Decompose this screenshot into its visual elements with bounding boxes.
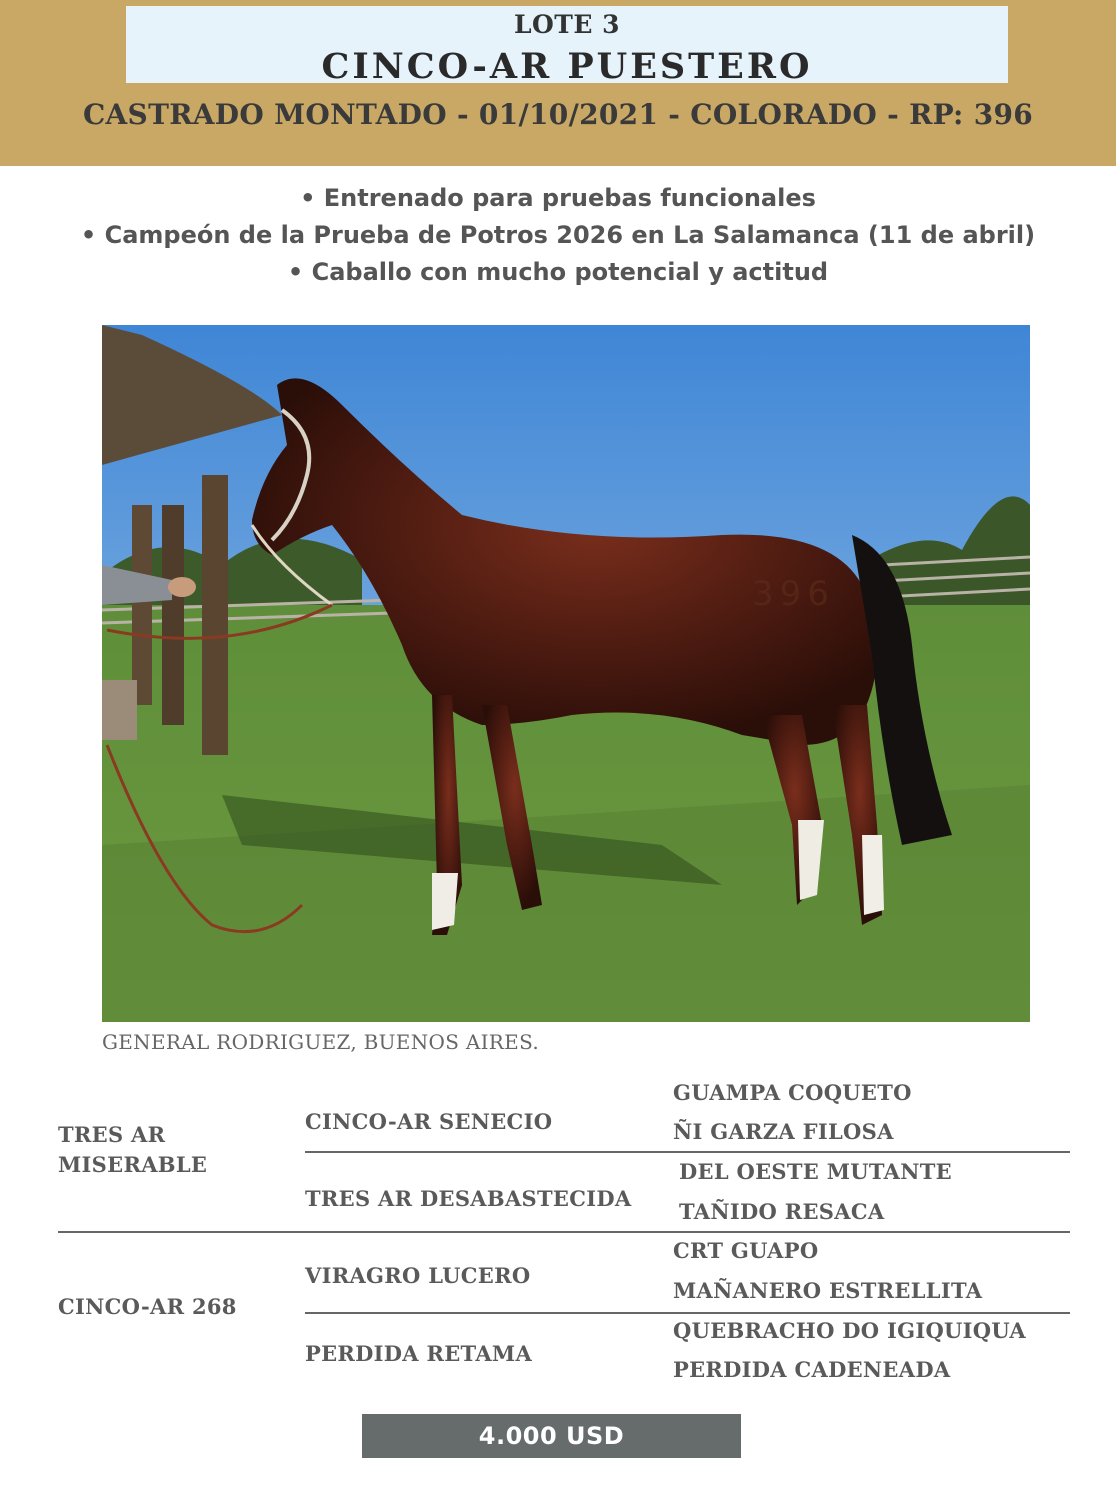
pedigree-ancestor: QUEBRACHO DO IGIQUIQUA: [673, 1318, 1026, 1343]
horse-details: CASTRADO MONTADO - 01/10/2021 - COLORADO - RP: 396: [82, 98, 1034, 131]
lot-number: LOTE 3: [513, 10, 621, 39]
pedigree-ancestor: CRT GUAPO: [673, 1238, 819, 1263]
pedigree-ancestor: GUAMPA COQUETO: [673, 1080, 912, 1105]
pedigree-divider: [305, 1312, 1070, 1314]
pedigree-divider: [58, 1231, 1070, 1233]
pedigree-ancestor: DEL OESTE MUTANTE: [679, 1159, 952, 1184]
brand-mark-text: 396: [752, 574, 835, 614]
pedigree-dam-dam: PERDIDA RETAMA: [305, 1341, 533, 1366]
feature-item: • Caballo con mucho potencial y actitud: [287, 258, 829, 286]
feature-item: • Entrenado para pruebas funcionales: [300, 184, 816, 212]
pedigree-ancestor: TAÑIDO RESACA: [679, 1199, 885, 1224]
pedigree-dam: CINCO-AR 268: [58, 1294, 237, 1319]
pedigree-ancestor: MAÑANERO ESTRELLITA: [673, 1278, 983, 1303]
pedigree-sire-dam: TRES AR DESABASTECIDA: [305, 1186, 632, 1211]
price-bar: 4.000 USD: [362, 1414, 741, 1458]
pedigree-dam-sire: VIRAGRO LUCERO: [305, 1263, 531, 1288]
location-label: GENERAL RODRIGUEZ, BUENOS AIRES.: [102, 1030, 540, 1054]
pedigree-divider: [305, 1151, 1070, 1153]
pedigree-ancestor: PERDIDA CADENEADA: [673, 1357, 951, 1382]
horse-photo: [102, 325, 1030, 1022]
pedigree-ancestor: ÑI GARZA FILOSA: [673, 1119, 894, 1144]
pedigree-sire-sire: CINCO-AR SENECIO: [305, 1109, 553, 1134]
horse-name: CINCO-AR PUESTERO: [321, 46, 813, 87]
pedigree-sire: TRES AR MISERABLE: [58, 1122, 208, 1177]
feature-item: • Campeón de la Prueba de Potros 2026 en La Salamanca (11 de abril): [80, 221, 1036, 249]
feature-list: [0, 180, 1116, 291]
title-box: [126, 6, 1008, 87]
